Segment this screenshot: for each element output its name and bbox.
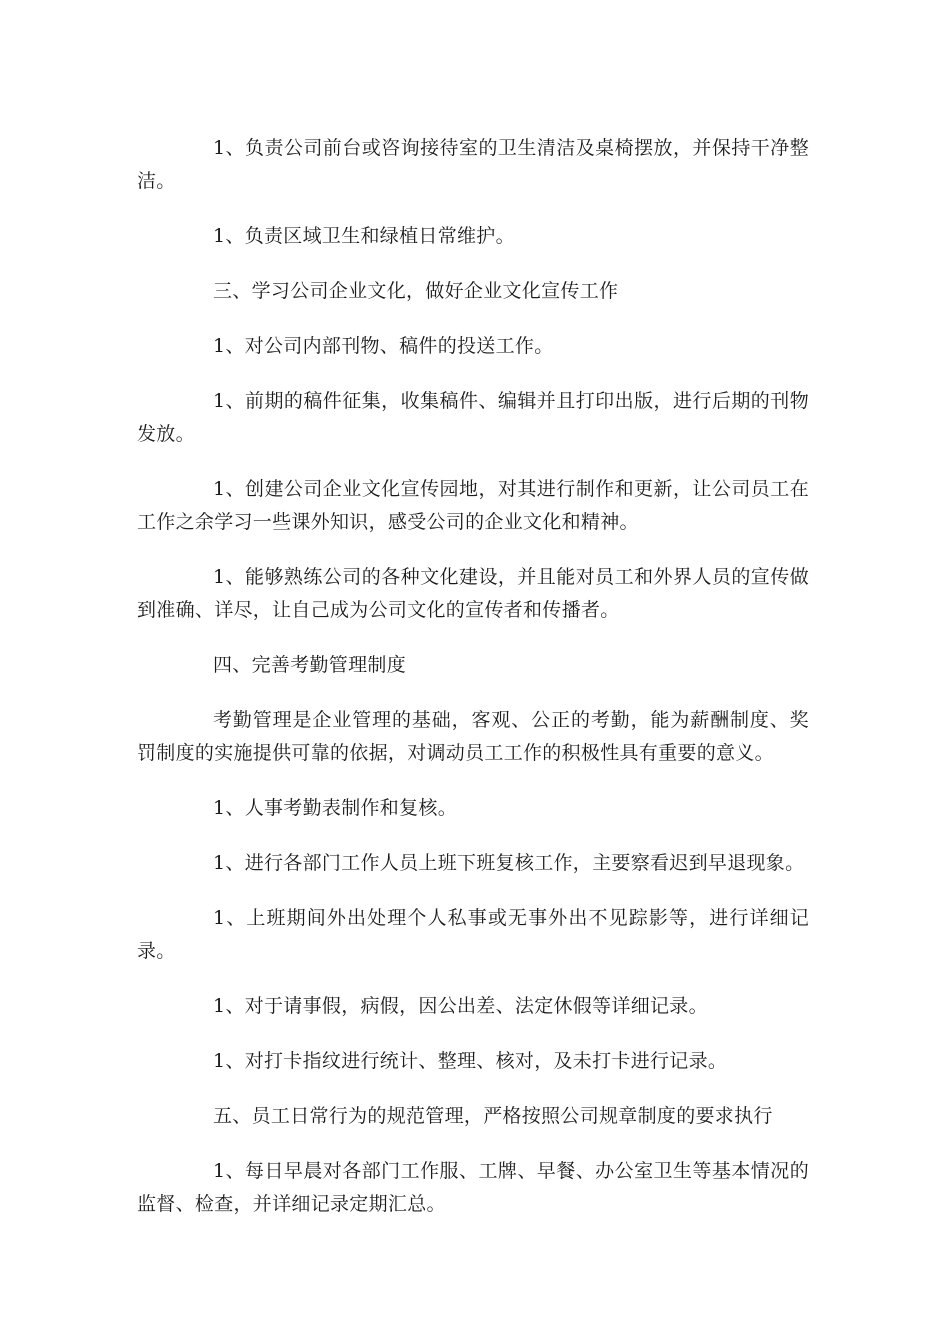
paragraph-2: 1、负责区域卫生和绿植日常维护。 — [213, 225, 515, 247]
section-heading-3: 三、学习公司企业文化，做好企业文化宣传工作 — [213, 280, 619, 302]
paragraph-4: 1、对公司内部刊物、稿件的投送工作。 — [213, 335, 554, 357]
paragraph-5: 1、前期的稿件征集，收集稿件、编辑并且打印出版，进行后期的刊物发放。 — [137, 390, 809, 445]
paragraph-9: 考勤管理是企业管理的基础，客观、公正的考勤，能为薪酬制度、奖罚制度的实施提供可靠的依据，对调动员工工作的积极性具有重要的意义。 — [137, 709, 809, 764]
paragraph-11: 1、进行各部门工作人员上班下班复核工作，主要察看迟到早退现象。 — [213, 852, 805, 874]
paragraph-10: 1、人事考勤表制作和复核。 — [213, 797, 457, 819]
section-heading-5: 五、员工日常行为的规范管理，严格按照公司规章制度的要求执行 — [213, 1105, 773, 1127]
paragraph-7: 1、能够熟练公司的各种文化建设，并且能对员工和外界人员的宣传做到准确、详尽，让自己成为公司文化的宣传者和传播者。 — [137, 566, 809, 621]
paragraph-12: 1、上班期间外出处理个人私事或无事外出不见踪影等，进行详细记录。 — [137, 907, 809, 962]
document-body — [137, 132, 809, 1243]
paragraph-16: 1、每日早晨对各部门工作服、工牌、早餐、办公室卫生等基本情况的监督、检查，并详细记录定期汇总。 — [137, 1160, 809, 1215]
paragraph-1: 1、负责公司前台或咨询接待室的卫生清洁及桌椅摆放，并保持干净整洁。 — [137, 137, 809, 192]
paragraph-13: 1、对于请事假，病假，因公出差、法定休假等详细记录。 — [213, 995, 708, 1017]
paragraph-14: 1、对打卡指纹进行统计、整理、核对，及未打卡进行记录。 — [213, 1050, 728, 1072]
section-heading-4: 四、完善考勤管理制度 — [213, 654, 407, 676]
paragraph-6: 1、创建公司企业文化宣传园地，对其进行制作和更新，让公司员工在工作之余学习一些课外知识，感受公司的企业文化和精神。 — [137, 478, 809, 533]
